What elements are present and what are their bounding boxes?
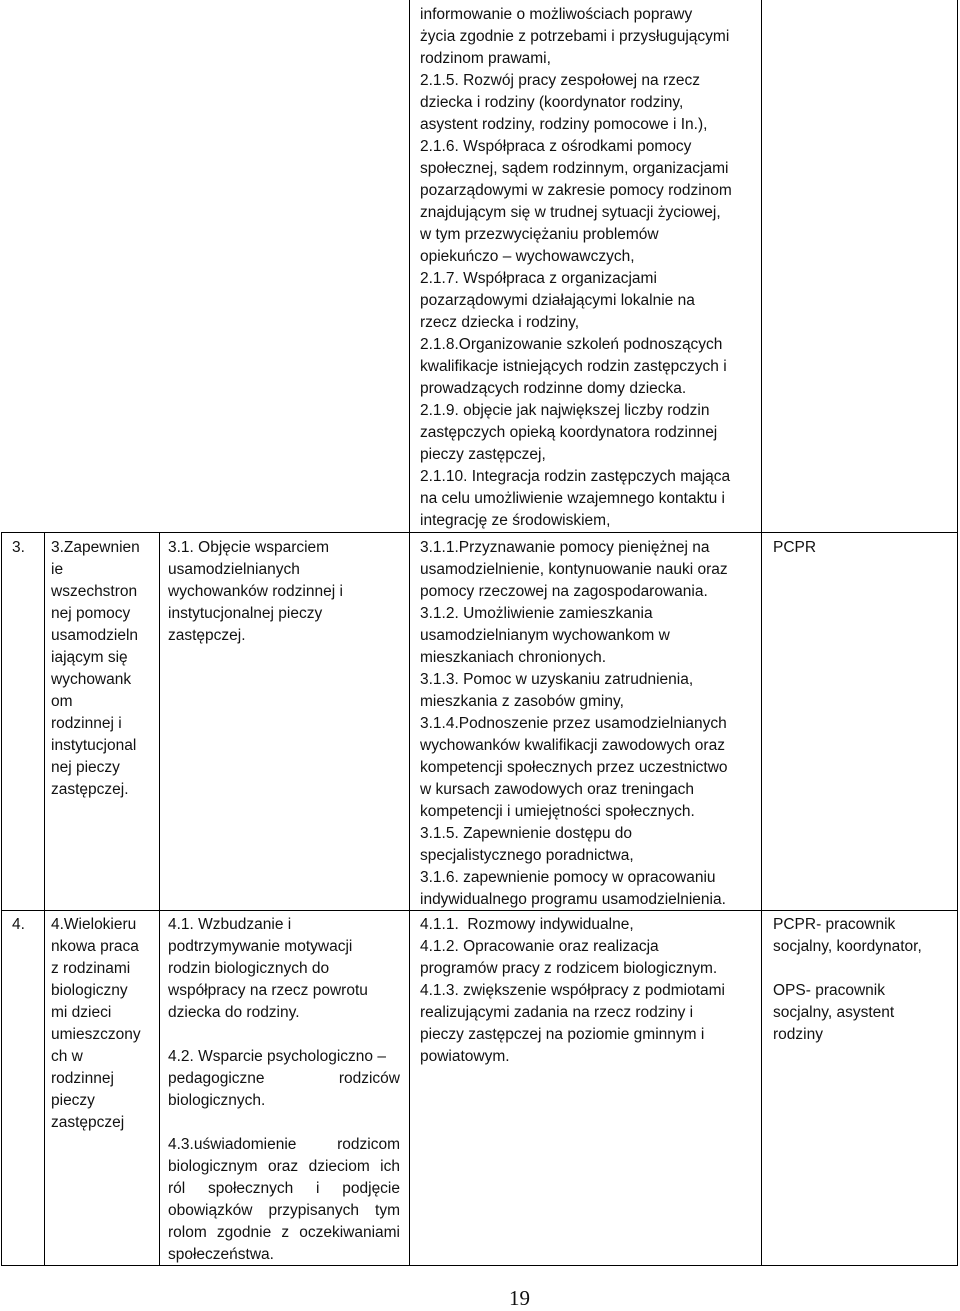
text-line: wychowank bbox=[51, 671, 132, 688]
text-line: 2.1.6. Współpraca z ośrodkami pomocy bbox=[420, 138, 692, 155]
text-line bbox=[773, 958, 953, 980]
text-line: usamodzieln bbox=[51, 627, 139, 644]
page-number: 19 bbox=[509, 1286, 530, 1310]
row-4-task-4-2 bbox=[168, 1046, 400, 1112]
text-line: opiekuńczo – wychowawczych, bbox=[420, 248, 635, 265]
text-line: 2.1.10. Integracja rodzin zastępczych mająca bbox=[420, 468, 731, 485]
row-3-responsible bbox=[773, 537, 953, 559]
text-line: 3.1.1.Przyznawanie pomocy pieniężnej na bbox=[420, 539, 710, 556]
text-line: pedagogiczne rodziców bbox=[168, 1070, 400, 1087]
text-line: PCPR bbox=[773, 539, 817, 556]
text-line: społeczeństwa. bbox=[168, 1246, 274, 1263]
text-line: 3.1.3. Pomoc w uzyskaniu zatrudnienia, bbox=[420, 671, 694, 688]
text-line: rodziny bbox=[773, 1026, 823, 1043]
text-line: OPS- pracownik bbox=[773, 982, 885, 999]
text-line: podtrzymywanie motywacji bbox=[168, 938, 353, 955]
text-line: pieczy zastępczej na poziomie gminnym i bbox=[420, 1026, 705, 1043]
text-line: socjalny, asystent bbox=[773, 1004, 895, 1021]
row-number: 3. bbox=[12, 539, 25, 556]
text-line: rodzinom prawami, bbox=[420, 50, 551, 67]
text-line: 4.1.3. zwiększenie współpracy z podmiotami bbox=[420, 982, 725, 999]
table-border-left bbox=[1, 532, 2, 1266]
text-line: usamodzielnienie, kontynuowanie nauki oraz bbox=[420, 561, 728, 578]
text-line: powiatowym. bbox=[420, 1048, 510, 1065]
text-line: 4.3.uświadomienie rodzicom bbox=[168, 1136, 400, 1153]
text-line: 4.1.2. Opracowanie oraz realizacja bbox=[420, 938, 659, 955]
text-line: 3.1.5. Zapewnienie dostępu do bbox=[420, 825, 632, 842]
text-line: rodzinnej i bbox=[51, 715, 122, 732]
text-line: 2.1.7. Współpraca z organizacjami bbox=[420, 270, 657, 287]
text-line: mi dzieci bbox=[51, 1004, 112, 1021]
table-col-sep-1 bbox=[44, 532, 45, 1266]
text-line: 2.1.9. objęcie jak największej liczby rodzin bbox=[420, 402, 710, 419]
text-line: znajdującym się w trudnej sytuacji życiowej, bbox=[420, 204, 721, 221]
text-line: programów pracy z rodzicem biologicznym. bbox=[420, 960, 718, 977]
text-line: nkowa praca bbox=[51, 938, 139, 955]
text-line: kwalifikacje istniejących rodzin zastępczych i bbox=[420, 358, 727, 375]
text-line: dziecka i rodziny (koordynator rodziny, bbox=[420, 94, 684, 111]
text-line: ch w bbox=[51, 1048, 83, 1065]
text-line: mieszkania z zasobów gminy, bbox=[420, 693, 624, 710]
text-line: rodzin biologicznych do bbox=[168, 960, 330, 977]
table-col-sep-2 bbox=[159, 532, 160, 1266]
text-line: pozarządowymi działającymi lokalnie na bbox=[420, 292, 695, 309]
text-line: socjalny, koordynator, bbox=[773, 938, 922, 955]
row-4-responsible bbox=[773, 914, 953, 1046]
text-line: zastępczej. bbox=[51, 781, 129, 798]
text-line: kompetencji i umiejętności społecznych. bbox=[420, 803, 695, 820]
text-line: 4.1.1. Rozmowy indywidualne, bbox=[420, 916, 634, 933]
text-line: rzecz dziecka i rodziny, bbox=[420, 314, 580, 331]
text-line: ie bbox=[51, 561, 64, 578]
text-line: 3.Zapewnien bbox=[51, 539, 140, 556]
text-line: 3.1. Objęcie wsparciem bbox=[168, 539, 330, 556]
text-line: życia zgodnie z potrzebami i przysługującymi bbox=[420, 28, 730, 45]
text-line: 2.1.8.Organizowanie szkoleń podnoszących bbox=[420, 336, 723, 353]
text-line: społecznej, sądem rodzinnym, organizacjami bbox=[420, 160, 729, 177]
text-line: instytucjonalnej pieczy bbox=[168, 605, 323, 622]
text-line: w tym przezwyciężaniu problemów bbox=[420, 226, 659, 243]
row-3-actions bbox=[420, 537, 756, 911]
actions-continued-cell bbox=[420, 4, 756, 532]
text-line: pieczy bbox=[51, 1092, 95, 1109]
row-4-task-4-1 bbox=[168, 914, 404, 1024]
text-line: z rodzinami bbox=[51, 960, 131, 977]
text-line: usamodzielnianych bbox=[168, 561, 300, 578]
row-4-goal bbox=[51, 914, 157, 1134]
text-line: pieczy zastępczej, bbox=[420, 446, 546, 463]
text-line: informowanie o możliwościach poprawy bbox=[420, 6, 693, 23]
row-number: 4. bbox=[12, 916, 25, 933]
text-line: om bbox=[51, 693, 73, 710]
text-line: kompetencji społecznych przez uczestnictwo bbox=[420, 759, 728, 776]
table-rule-bottom bbox=[1, 1265, 958, 1266]
text-line: biologiczny bbox=[51, 982, 128, 999]
text-line: mieszkaniach chronionych. bbox=[420, 649, 607, 666]
text-line: w kursach zawodowych oraz treningach bbox=[420, 781, 694, 798]
text-line: współpracy na rzecz powrotu bbox=[168, 982, 368, 999]
text-line: wszechstron bbox=[51, 583, 138, 600]
text-line: asystent rodziny, rodziny pomocowe i In.), bbox=[420, 116, 708, 133]
row-3-task-3-1 bbox=[168, 537, 404, 647]
table-rule-row3-top bbox=[1, 532, 958, 533]
row-3-number bbox=[12, 537, 25, 559]
text-line: zastępczych opieką koordynatora rodzinnej bbox=[420, 424, 718, 441]
row-3-goal bbox=[51, 537, 157, 801]
text-line: realizującymi zadania na rzecz rodziny i bbox=[420, 1004, 694, 1021]
table-col-sep-4 bbox=[761, 0, 762, 1266]
text-line: 3.1.2. Umożliwienie zamieszkania bbox=[420, 605, 653, 622]
text-line: 2.1.5. Rozwój pracy zespołowej na rzecz bbox=[420, 72, 700, 89]
text-line: integrację ze środowiskiem, bbox=[420, 512, 611, 529]
row-4-task-4-3 bbox=[168, 1134, 400, 1266]
text-line: rodzinnej bbox=[51, 1070, 114, 1087]
text-line: biologicznych. bbox=[168, 1092, 266, 1109]
table-col-sep-3 bbox=[409, 0, 410, 1266]
text-line: rolom zgodnie z oczekiwaniami bbox=[168, 1224, 400, 1241]
text-line: ról społecznych i podjęcie bbox=[168, 1180, 400, 1197]
text-line: obowiązków przypisanych tym bbox=[168, 1202, 400, 1219]
text-line: pozarządowymi w zakresie pomocy rodzinom bbox=[420, 182, 732, 199]
text-line: biologicznym oraz dzieciom ich bbox=[168, 1158, 400, 1175]
text-line: nej pomocy bbox=[51, 605, 131, 622]
row-4-number bbox=[12, 914, 25, 936]
text-line: 4.1. Wzbudzanie i bbox=[168, 916, 292, 933]
row-4-actions bbox=[420, 914, 756, 1068]
text-line: nej pieczy bbox=[51, 759, 120, 776]
text-line: wychowanków rodzinnej i bbox=[168, 583, 343, 600]
text-line: dziecka do rodziny. bbox=[168, 1004, 300, 1021]
text-line: pomocy rzeczowej na zagospodarowania. bbox=[420, 583, 708, 600]
text-line: na celu umożliwienie wzajemnego kontaktu i bbox=[420, 490, 725, 507]
text-line: 3.1.6. zapewnienie pomocy w opracowaniu bbox=[420, 869, 716, 886]
text-line: prowadzących rodzinne domy dziecka. bbox=[420, 380, 687, 397]
text-line: indywidualnego programu usamodzielnienia. bbox=[420, 891, 726, 908]
text-line: iającym się bbox=[51, 649, 128, 666]
text-line: PCPR- pracownik bbox=[773, 916, 896, 933]
table-border-right bbox=[957, 0, 958, 1266]
text-line: umieszczony bbox=[51, 1026, 141, 1043]
text-line: usamodzielnianym wychowankom w bbox=[420, 627, 670, 644]
text-line: 3.1.4.Podnoszenie przez usamodzielnianych bbox=[420, 715, 727, 732]
text-line: 4.Wielokieru bbox=[51, 916, 137, 933]
text-line: 4.2. Wsparcie psychologiczno – bbox=[168, 1048, 386, 1065]
text-line: zastępczej. bbox=[168, 627, 246, 644]
text-line: wychowanków kwalifikacji zawodowych oraz bbox=[420, 737, 725, 754]
text-line: zastępczej bbox=[51, 1114, 125, 1131]
text-line: specjalistycznego poradnictwa, bbox=[420, 847, 634, 864]
text-line: instytucjonal bbox=[51, 737, 137, 754]
